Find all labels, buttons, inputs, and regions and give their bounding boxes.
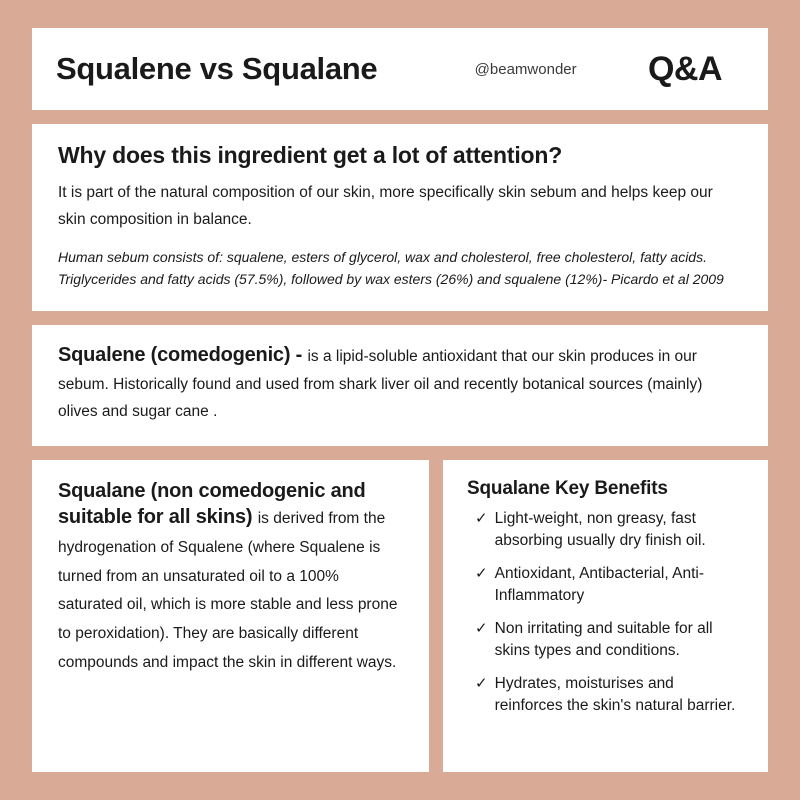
attention-heading: Why does this ingredient get a lot of attention? [58,142,563,168]
attention-section [32,124,768,311]
list-item [467,673,746,717]
list-item [467,618,746,662]
benefit-text: Antioxidant, Antibacterial, Anti-Inflammatory [494,565,704,605]
attention-citation: Human sebum consists of: squalene, esters of glycerol, wax and cholesterol, free cholesterol, fatty acids. Triglycerides and fatty acids (57.5%), followed by wax esters (26%) and squalene (12%)- Picardo et al 2009 [58,249,724,287]
list-item [467,508,746,552]
squalane-section [32,460,429,772]
squalane-text: is derived from the hydrogenation of Squalene (where Squalene is turned from an unsaturated oil to a 100% saturated oil, which is more stable and less prone to peroxidation). They are basically different compounds and impact the skin in different ways. [58,510,398,671]
benefits-title: Squalane Key Benefits [467,478,668,500]
bottom-row [32,460,768,772]
page-title: Squalene vs Squalane [56,51,378,86]
squalene-paragraph [58,343,742,427]
benefit-text: Light-weight, non greasy, fast absorbing usually dry finish oil. [494,510,706,550]
list-item [467,563,746,607]
benefits-section [443,460,768,772]
squalane-lead: Squalane (non comedogenic and suitable for all skins) [58,480,366,529]
squalene-text: is a lipid-soluble antioxidant that our skin produces in our sebum. Historically found and used from shark liver oil and recently botanical sources (mainly) olives and sugar cane . [58,347,703,421]
check-icon: ✓ [475,565,488,583]
benefit-text: Non irritating and suitable for all skins types and conditions. [494,620,713,660]
attention-body: It is part of the natural composition of our skin, more specifically skin sebum and helps keep our skin composition in balance. [58,184,713,229]
qa-badge: Q&A [647,49,722,88]
social-handle: @beamwonder [474,60,577,78]
squalane-paragraph [58,478,405,677]
benefit-text: Hydrates, moisturises and reinforces the skin's natural barrier. [494,675,736,715]
squalene-lead: Squalene (comedogenic) - [58,343,308,366]
check-icon: ✓ [475,620,488,638]
check-icon: ✓ [475,510,488,528]
check-icon: ✓ [475,675,488,693]
squalene-section [32,325,768,447]
header-card [32,28,768,110]
